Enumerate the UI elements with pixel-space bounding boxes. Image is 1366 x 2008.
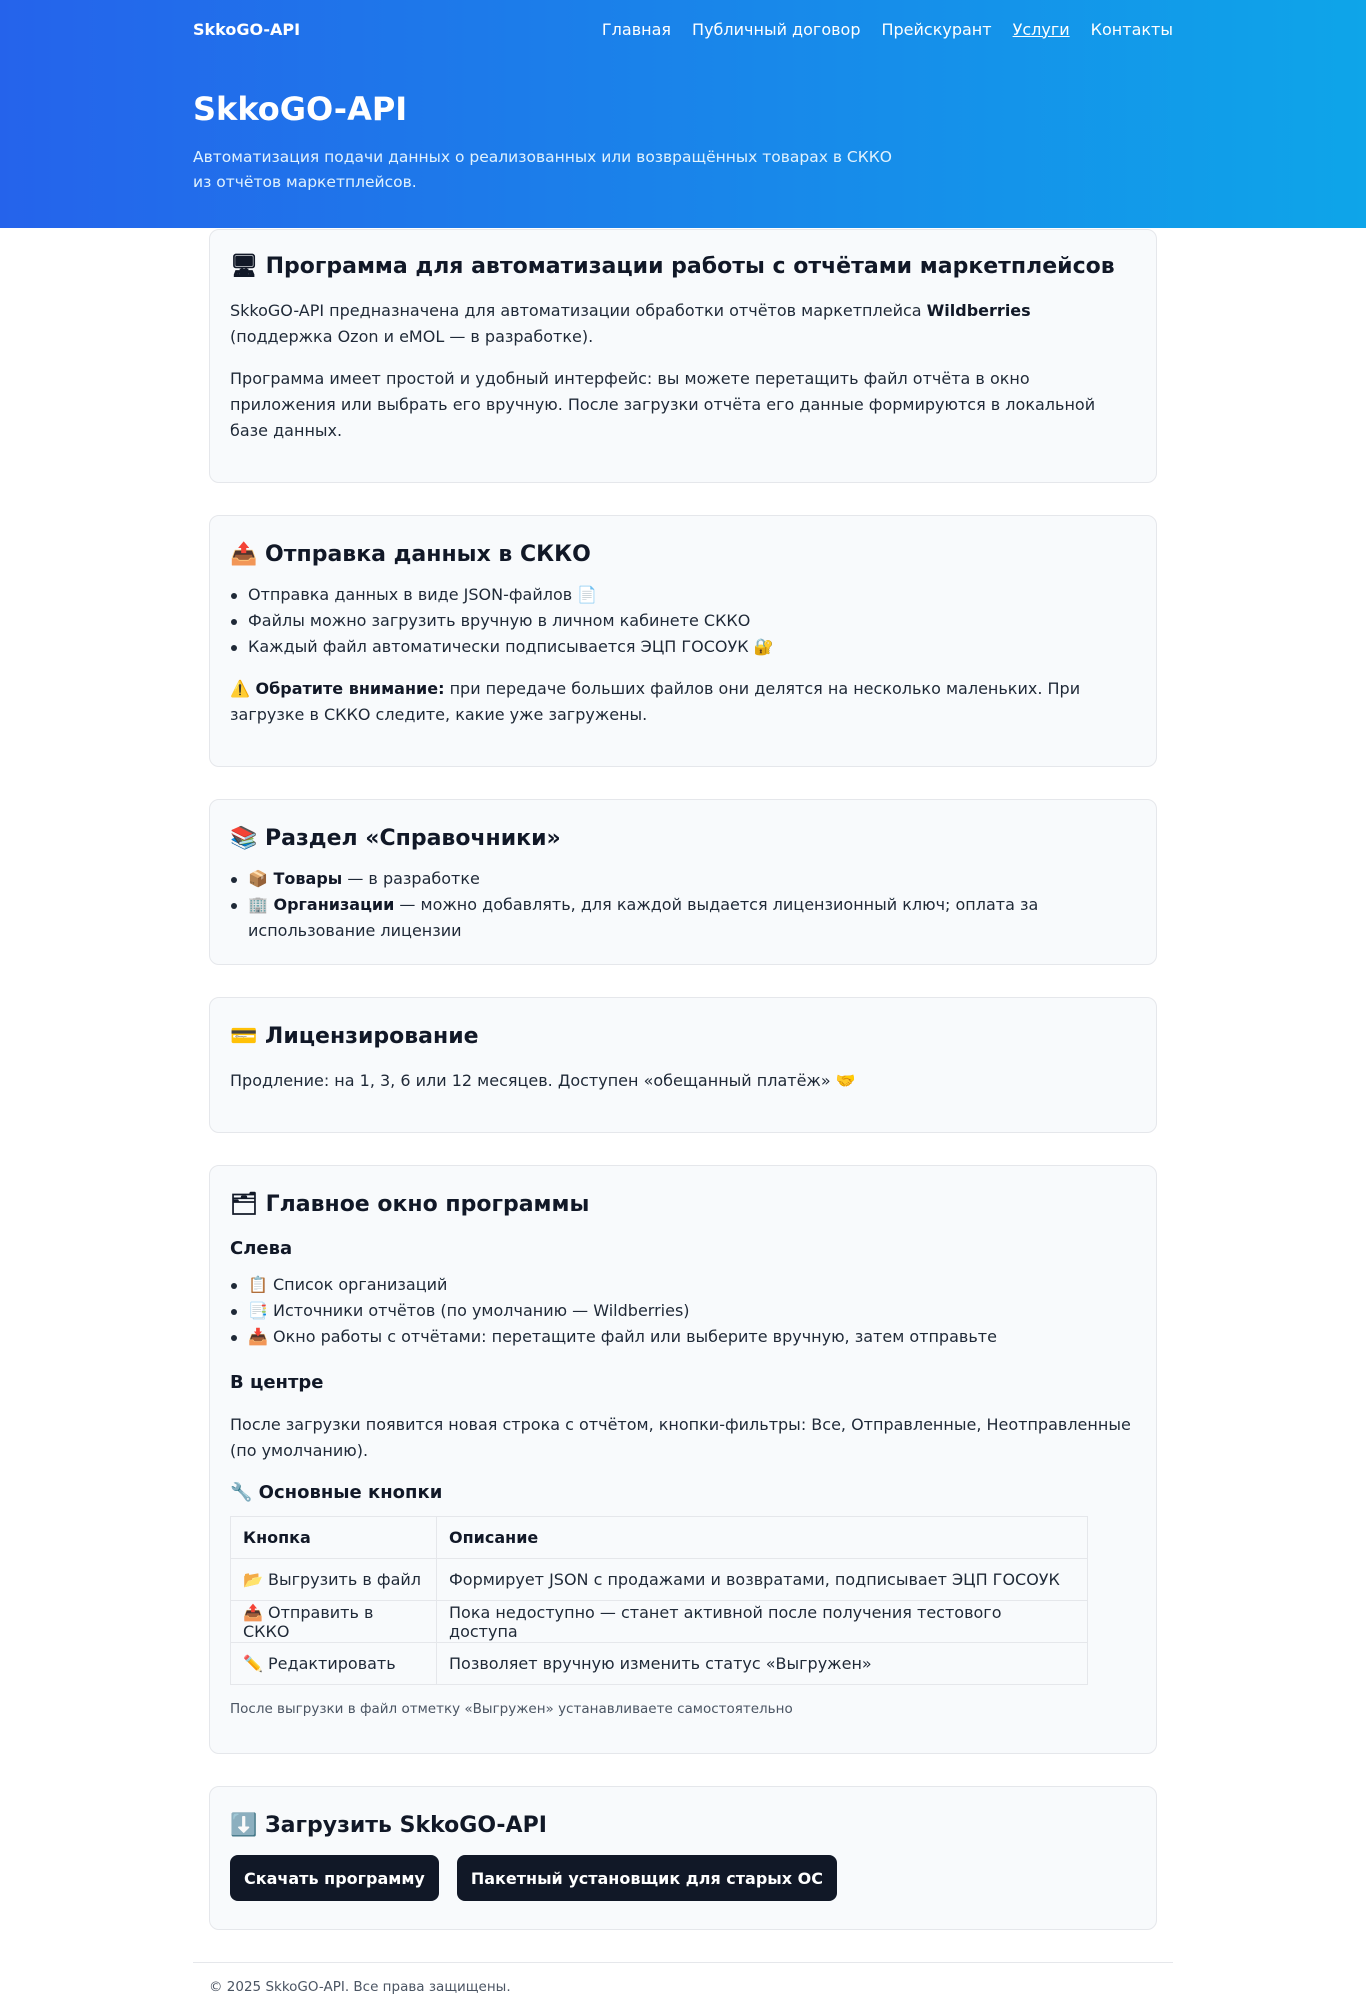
directory-goods-text: — в разработке	[342, 869, 480, 888]
download-card	[209, 1786, 1157, 1930]
program-p1-before: SkkoGO-API предназначена для автоматизации обработки отчётов маркетплейса	[230, 301, 927, 320]
warning-text: при передаче больших файлов они делятся на несколько маленьких. При загрузке в СККО следите, какие уже загружены.	[230, 679, 1081, 724]
buttons-table	[230, 1516, 1088, 1685]
page-footer	[193, 1962, 1173, 1995]
legacy-installer-button[interactable]: Пакетный установщик для старых ОС	[457, 1855, 837, 1901]
nav-link-services[interactable]: Услуги	[1012, 19, 1070, 39]
main-content	[209, 229, 1157, 1930]
sending-list	[230, 582, 1136, 660]
licensing-card	[209, 997, 1157, 1133]
list-item: 📑 Источники отчётов (по умолчанию — Wildberries)	[230, 1298, 1136, 1324]
main-window-card	[209, 1165, 1157, 1754]
directories-title: 📚 Раздел «Справочники»	[230, 826, 561, 851]
table-note: После выгрузки в файл отметку «Выгружен» устанавливаете самостоятельно	[230, 1701, 793, 1717]
table-cell: ✏️ Редактировать	[231, 1643, 437, 1685]
warning-label: ⚠️ Обратите внимание:	[230, 679, 445, 698]
table-cell: Позволяет вручную изменить статус «Выгружен»	[437, 1643, 1088, 1685]
sending-card	[209, 515, 1157, 767]
download-program-button[interactable]: Скачать программу	[230, 1855, 439, 1901]
list-item: Отправка данных в виде JSON-файлов 📄	[230, 582, 1136, 608]
table-cell: Пока недоступно — станет активной после получения тестового доступа	[437, 1601, 1088, 1643]
nav-link-contacts[interactable]: Контакты	[1090, 19, 1173, 39]
hero-title: SkkoGO-API	[193, 90, 408, 128]
directory-orgs-text: — можно добавлять, для каждой выдается лицензионный ключ; оплата за использование лицензии	[248, 895, 1039, 940]
table-header-row	[231, 1517, 1088, 1559]
table-row	[231, 1559, 1088, 1601]
hero-subtitle: Автоматизация подачи данных о реализованных или возвращённых товарах в СККО из отчётов маркетплейсов.	[193, 148, 892, 191]
table-header-description: Описание	[437, 1517, 1088, 1559]
left-section-list	[230, 1272, 1136, 1350]
directories-card	[209, 799, 1157, 965]
list-item	[230, 892, 1136, 944]
buttons-section-title: 🔧 Основные кнопки	[230, 1482, 443, 1503]
program-paragraph-1	[230, 298, 1136, 350]
directory-orgs-label: 🏢 Организации	[248, 895, 395, 914]
sending-warning	[230, 676, 1136, 728]
main-window-title: 🗂 Главное окно программы	[230, 1192, 590, 1217]
list-item: 📥 Окно работы с отчётами: перетащите файл или выберите вручную, затем отправьте	[230, 1324, 1136, 1350]
directory-goods-label: 📦 Товары	[248, 869, 343, 888]
list-item	[230, 866, 1136, 892]
program-paragraph-2: Программа имеет простой и удобный интерфейс: вы можете перетащить файл отчёта в окно приложения или выбрать его вручную. После загрузки отчёта его данные формируются в локальной базе данных.	[230, 369, 1096, 440]
list-item: Файлы можно загрузить вручную в личном кабинете СККО	[230, 608, 1136, 634]
top-nav	[193, 18, 1173, 40]
program-card	[209, 229, 1157, 483]
hero-header	[0, 0, 1366, 228]
table-row	[231, 1601, 1088, 1643]
program-p1-bold: Wildberries	[926, 301, 1031, 320]
table-cell: 📂 Выгрузить в файл	[231, 1559, 437, 1601]
directories-list	[230, 866, 1136, 944]
center-section-text: После загрузки появится новая строка с отчётом, кнопки-фильтры: Все, Отправленные, Неотправленные (по умолчанию).	[230, 1415, 1131, 1460]
brand-logo-link[interactable]: SkkoGO-API	[193, 19, 301, 39]
table-cell: Формирует JSON с продажами и возвратами, подписывает ЭЦП ГОСОУК	[437, 1559, 1088, 1601]
list-item: 📋 Список организаций	[230, 1272, 1136, 1298]
nav-link-public-contract[interactable]: Публичный договор	[692, 19, 861, 39]
licensing-text: Продление: на 1, 3, 6 или 12 месяцев. Доступен «обещанный платёж» 🤝	[230, 1071, 856, 1090]
download-title: ⬇️ Загрузить SkkoGO-API	[230, 1813, 547, 1838]
nav-links	[602, 20, 1173, 39]
table-cell: 📤 Отправить в СККО	[231, 1601, 437, 1643]
list-item: Каждый файл автоматически подписывается ЭЦП ГОСОУК 🔐	[230, 634, 1136, 660]
program-title: 🖥 Программа для автоматизации работы с отчётами маркетплейсов	[230, 254, 1115, 279]
center-section-title: В центре	[230, 1372, 324, 1393]
nav-link-home[interactable]: Главная	[601, 19, 672, 39]
table-header-button: Кнопка	[231, 1517, 437, 1559]
table-row	[231, 1643, 1088, 1685]
left-section-title: Слева	[230, 1238, 293, 1259]
nav-link-price-list[interactable]: Прейскурант	[881, 19, 992, 39]
download-buttons	[230, 1855, 1136, 1901]
sending-title: 📤 Отправка данных в СККО	[230, 542, 591, 567]
licensing-title: 💳 Лицензирование	[230, 1024, 479, 1049]
footer-copyright: © 2025 SkkoGO-API. Все права защищены.	[209, 1979, 511, 1995]
program-p1-after: (поддержка Ozon и eMOL — в разработке).	[230, 327, 594, 346]
